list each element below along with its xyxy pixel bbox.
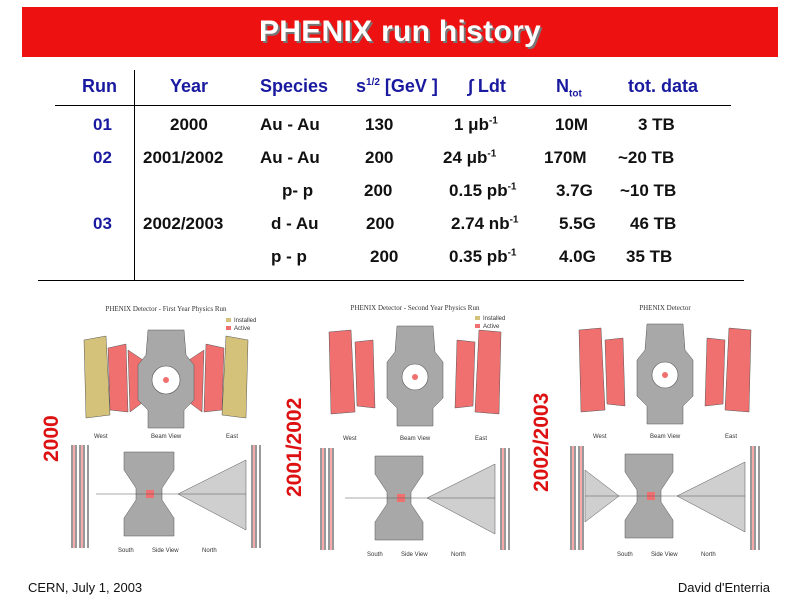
panel-title: PHENIX Detector - First Year Physics Run [105,305,227,313]
row-energy: 130 [365,115,394,134]
row-total-data: 3 TB [638,115,675,134]
label-south: South [118,548,134,554]
row-luminosity-value: 1 μb [454,115,489,134]
row-year: 2000 [170,115,208,134]
legend-active-swatch [226,326,231,330]
label-beam-view: Beam View [151,434,182,440]
row-species: p- p [282,181,314,200]
header-energy-unit: [GeV ] [379,76,438,96]
label-west: West [343,436,357,442]
header-divider [55,105,731,106]
label-beam-view: Beam View [400,436,431,442]
legend-active: Active [234,326,251,332]
row-total-data: ~10 TB [620,181,677,200]
row-run: 01 [93,115,112,134]
row-species: Au - Au [260,148,320,167]
row-luminosity-exp: -1 [488,115,498,127]
year-label-2002-2003: 2002/2003 [530,392,553,492]
label-south: South [367,552,383,558]
row-ntot: 4.0G [559,247,596,266]
panel-title: PHENIX Detector [639,304,691,312]
row-luminosity [449,181,517,201]
label-north: North [701,552,716,558]
footer-author: David d'Enterria [677,580,770,595]
row-run: 03 [93,214,112,233]
row-energy: 200 [364,181,393,200]
header-energy-base: s [356,76,367,96]
detector-schematic [565,300,765,558]
row-species: d - Au [271,214,319,233]
footer-location-date: CERN, July 1, 2003 [28,580,143,595]
legend-installed-swatch [475,316,480,320]
row-luminosity-value: 0.35 pb [449,247,508,266]
legend-active: Active [483,324,500,330]
label-side-view: Side View [401,552,428,558]
row-ntot: 170M [544,148,587,167]
detector-panel-2000 [66,300,266,555]
label-west: West [593,434,607,440]
row-luminosity-exp: -1 [507,247,517,259]
label-east: East [475,436,488,442]
row-luminosity [454,115,498,135]
label-side-view: Side View [152,548,179,554]
label-beam-view: Beam View [650,434,681,440]
row-luminosity-exp: -1 [507,181,517,193]
row-total-data: 35 TB [626,247,673,266]
label-east: East [226,434,239,440]
label-side-view: Side View [651,552,678,558]
row-luminosity-value: 2.74 nb [451,214,510,233]
header-total-data: tot. data [628,76,698,96]
label-west: West [94,434,108,440]
header-energy-sup: 1/2 [366,77,380,88]
row-ntot: 10M [555,115,589,134]
detector-panel-2002-2003 [565,300,765,558]
row-luminosity-value: 0.15 pb [449,181,508,200]
row-species: p - p [271,247,307,266]
row-luminosity-exp: -1 [509,214,519,226]
label-north: North [451,552,466,558]
header-luminosity: ∫ Ldt [468,76,506,96]
detector-panel-2001-2002 [315,300,515,558]
row-luminosity-value: 24 μb [443,148,488,167]
header-year: Year [170,76,209,96]
row-total-data: 46 TB [630,214,677,233]
panel-title: PHENIX Detector - Second Year Physics Run [350,304,480,312]
legend-installed-swatch [226,318,231,322]
page-title: PHENIX run history [258,15,542,48]
row-luminosity [443,148,496,168]
row-luminosity [449,247,517,267]
legend-active-swatch [475,324,480,328]
header-ntot-sub: tot [569,88,582,100]
row-luminosity [451,214,519,234]
detector-schematic [315,300,515,558]
row-ntot: 5.5G [559,214,596,233]
detector-schematic [66,300,266,555]
year-label-2001-2002: 2001/2002 [283,397,306,497]
row-total-data: ~20 TB [618,148,675,167]
year-label-2000: 2000 [40,415,63,462]
row-energy: 200 [370,247,399,266]
row-run: 02 [93,148,112,167]
header-ntot-base: N [556,76,569,96]
legend-installed: Installed [483,316,506,322]
row-energy: 200 [366,214,395,233]
legend-installed: Installed [234,318,257,324]
header-energy [356,76,438,97]
row-ntot: 3.7G [556,181,593,200]
column-divider [134,70,135,280]
row-energy: 200 [365,148,394,167]
row-luminosity-exp: -1 [487,148,497,160]
header-run: Run [82,76,117,96]
label-east: East [725,434,738,440]
table-bottom-line [38,280,744,281]
label-south: South [617,552,633,558]
row-year: 2002/2003 [143,214,224,233]
row-species: Au - Au [260,115,320,134]
header-species: Species [260,76,329,96]
label-north: North [202,548,217,554]
row-year: 2001/2002 [143,148,224,167]
header-ntot [556,76,582,100]
